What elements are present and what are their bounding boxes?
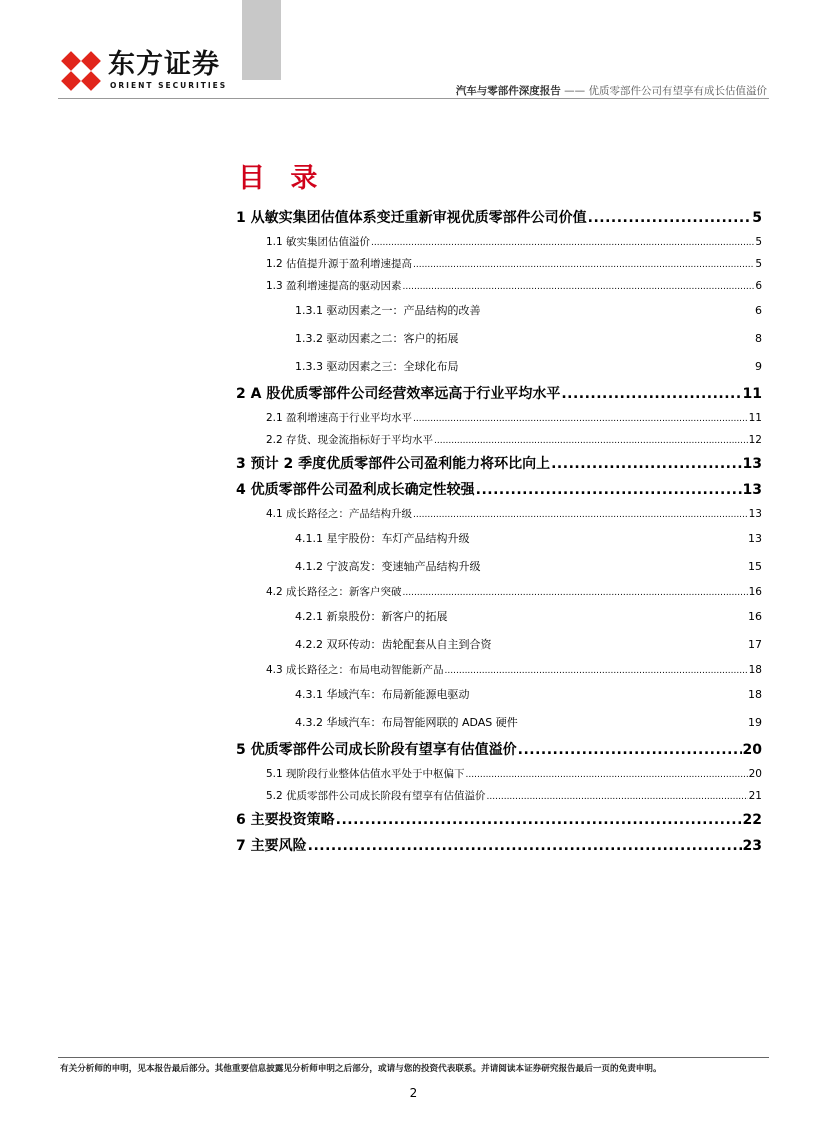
toc-entry-leader <box>371 232 754 254</box>
toc-entry[interactable] <box>236 581 762 603</box>
report-category: 汽车与零部件深度报告 <box>455 85 561 97</box>
toc-entry-leader <box>403 582 748 604</box>
toc-entry[interactable] <box>236 785 762 807</box>
toc-entry-label: 1 从敏实集团估值体系变迁重新审视优质零部件公司价值 <box>236 210 587 226</box>
toc-entry-label: 5 优质零部件公司成长阶段有望享有估值溢价 <box>236 742 517 758</box>
toc-entry-page: 17 <box>748 638 762 651</box>
toc-entry-page: 11 <box>748 412 762 424</box>
toc-entry-leader <box>308 833 742 859</box>
toc-entry[interactable] <box>236 429 762 451</box>
toc-entry-leader <box>445 660 748 682</box>
header-separator: —— <box>564 85 586 97</box>
toc-entry-label: 7 主要风险 <box>236 838 307 854</box>
report-header <box>456 83 767 98</box>
page-number: 2 <box>409 1086 418 1100</box>
toc-entry[interactable] <box>236 205 762 231</box>
toc-entry[interactable] <box>236 709 762 737</box>
logo-name-en: ORIENT SECURITIES <box>110 81 228 90</box>
toc-entry-leader <box>466 764 748 786</box>
toc-entry-page: 20 <box>748 768 762 780</box>
toc-entry-label: 4.3 成长路径之：布局电动智能新产品 <box>266 664 444 676</box>
toc-entry-label: 4.2 成长路径之：新客户突破 <box>266 586 402 598</box>
toc-entry-label: 4.3.2 华域汽车：布局智能网联的 ADAS 硬件 <box>295 716 518 729</box>
toc-entry-label: 4.1.1 星宇股份：车灯产品结构升级 <box>295 532 470 545</box>
toc-entry-label: 1.2 估值提升源于盈利增速提高 <box>266 258 413 270</box>
toc-entry-leader <box>413 504 748 526</box>
toc-entry-label: 4.2.1 新泉股份：新客户的拓展 <box>295 610 448 623</box>
toc-entry-page: 18 <box>748 664 762 676</box>
toc-entry-leader <box>413 254 754 276</box>
toc-entry-label: 5.1 现阶段行业整体估值水平处于中枢偏下 <box>266 768 465 780</box>
toc-entry-page: 13 <box>748 508 762 520</box>
toc-entry[interactable] <box>236 325 762 353</box>
orient-logo-icon <box>58 48 104 94</box>
toc-entry-page: 23 <box>742 838 762 854</box>
toc-entry-page: 15 <box>748 560 762 573</box>
toc-entry-label: 4 优质零部件公司盈利成长确定性较强 <box>236 482 475 498</box>
toc-entry[interactable] <box>236 807 762 833</box>
footer-disclaimer: 有关分析师的申明，见本报告最后部分。其他重要信息披露见分析师申明之后部分，或请与您的投资代表联系。并请阅读本证券研究报告最后一页的免责申明。 <box>60 1064 662 1074</box>
toc-entry-leader <box>551 451 741 477</box>
toc-entry-page: 13 <box>742 482 762 498</box>
toc-entry-leader <box>434 430 748 452</box>
toc-entry-label: 4.3.1 华域汽车：布局新能源电驱动 <box>295 688 470 701</box>
company-logo <box>58 48 228 94</box>
toc-entry-page: 20 <box>742 742 762 758</box>
toc-entry-label: 4.1.2 宁波高发：变速轴产品结构升级 <box>295 560 481 573</box>
toc-entry[interactable] <box>236 681 762 709</box>
toc-entry-page: 13 <box>748 532 762 545</box>
toc-entry-label: 1.1 敏实集团估值溢价 <box>266 236 371 248</box>
toc-entry-label: 1.3.2 驱动因素之二：客户的拓展 <box>295 332 459 345</box>
toc-entry-leader <box>413 408 748 430</box>
toc-entry-page: 13 <box>742 456 762 472</box>
toc-entry-page: 8 <box>755 332 762 345</box>
toc-entry-leader <box>487 786 748 808</box>
toc-entry-label: 4.1 成长路径之：产品结构升级 <box>266 508 413 520</box>
toc-entry-page: 6 <box>755 280 762 292</box>
toc-entry-page: 19 <box>748 716 762 729</box>
toc-entry-leader <box>561 381 741 407</box>
report-subtitle: 优质零部件公司有望享有成长估值溢价 <box>588 85 767 97</box>
toc-entry[interactable] <box>236 553 762 581</box>
toc-entry[interactable] <box>236 763 762 785</box>
toc-entry-label: 1.3.3 驱动因素之三：全球化布局 <box>295 360 459 373</box>
toc-entry-page: 21 <box>748 790 762 802</box>
toc-entry[interactable] <box>236 253 762 275</box>
toc-entry[interactable] <box>236 477 762 503</box>
toc-entry[interactable] <box>236 833 762 859</box>
toc-entry-label: 2 A 股优质零部件公司经营效率远高于行业平均水平 <box>236 386 561 402</box>
toc-entry[interactable] <box>236 407 762 429</box>
toc-entry[interactable] <box>236 525 762 553</box>
toc-entry[interactable] <box>236 451 762 477</box>
toc-entry-page: 6 <box>755 304 762 317</box>
toc-entry[interactable] <box>236 631 762 659</box>
toc-entry-label: 2.1 盈利增速高于行业平均水平 <box>266 412 413 424</box>
toc-entry-leader <box>476 477 742 503</box>
toc-entry-label: 1.3 盈利增速提高的驱动因素 <box>266 280 402 292</box>
toc-entry[interactable] <box>236 381 762 407</box>
toc-entry[interactable] <box>236 503 762 525</box>
toc-entry-page: 5 <box>755 258 762 270</box>
toc-entry[interactable] <box>236 737 762 763</box>
toc-entry[interactable] <box>236 659 762 681</box>
toc-entry-label: 5.2 优质零部件公司成长阶段有望享有估值溢价 <box>266 790 486 802</box>
toc-entry-label: 1.3.1 驱动因素之一：产品结构的改善 <box>295 304 481 317</box>
header-gray-band <box>242 0 281 80</box>
logo-name-cn: 东方证券 <box>108 49 220 80</box>
header-divider <box>58 98 769 99</box>
toc-entry-label: 4.2.2 双环传动：齿轮配套从自主到合资 <box>295 638 492 651</box>
toc-entry[interactable] <box>236 603 762 631</box>
toc-entry-page: 18 <box>748 688 762 701</box>
toc-entry[interactable] <box>236 275 762 297</box>
toc-entry-page: 5 <box>755 236 762 248</box>
toc-entry-page: 16 <box>748 610 762 623</box>
toc-entry-page: 9 <box>755 360 762 373</box>
toc-entry-leader <box>518 737 742 763</box>
toc-entry[interactable] <box>236 231 762 253</box>
toc-title: 目 录 <box>238 163 326 194</box>
toc-entry-label: 3 预计 2 季度优质零部件公司盈利能力将环比向上 <box>236 456 551 472</box>
table-of-contents <box>236 205 762 859</box>
toc-entry-page: 16 <box>748 586 762 598</box>
toc-entry[interactable] <box>236 353 762 381</box>
toc-entry-leader <box>336 807 742 833</box>
toc-entry-page: 11 <box>742 386 762 402</box>
toc-entry-page: 5 <box>752 210 762 226</box>
toc-entry-label: 6 主要投资策略 <box>236 812 335 828</box>
toc-entry-label: 2.2 存货、现金流指标好于平均水平 <box>266 434 434 446</box>
toc-entry-page: 22 <box>742 812 762 828</box>
toc-entry-page: 12 <box>748 434 762 446</box>
toc-entry[interactable] <box>236 297 762 325</box>
toc-entry-leader <box>588 205 752 231</box>
footer-divider <box>58 1057 769 1058</box>
toc-entry-leader <box>403 276 755 298</box>
